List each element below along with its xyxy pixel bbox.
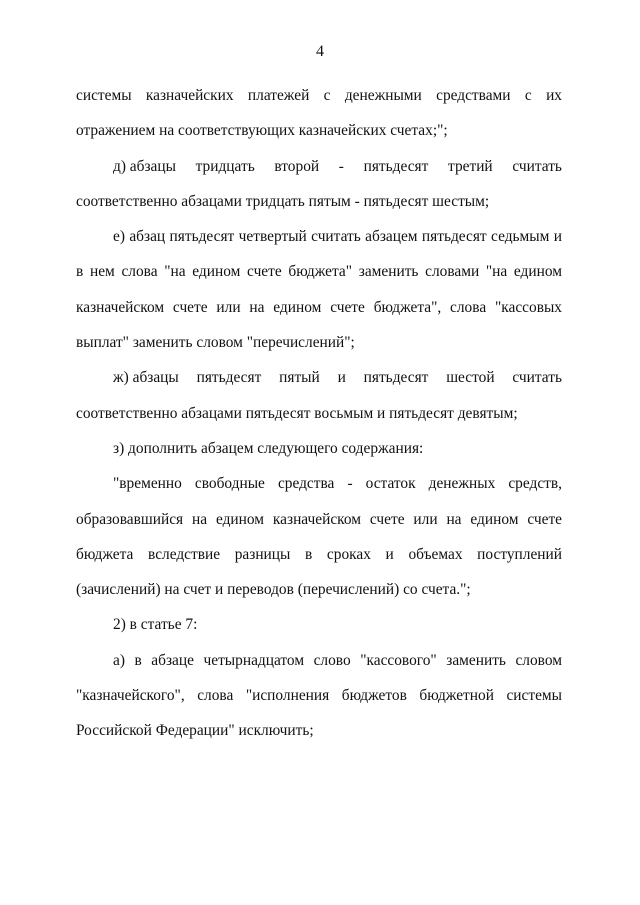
- word: пятьдесят: [196, 369, 262, 387]
- word: шестой: [446, 369, 495, 387]
- word: и: [337, 369, 346, 387]
- word: тридцать: [195, 157, 255, 175]
- word: д) абзацы: [113, 157, 176, 175]
- word: ж) абзацы: [113, 369, 179, 387]
- paragraph-zh-rest: соответственно абзацами пятьдесят восьмым и пятьдесят девятым;: [76, 404, 518, 422]
- document-body: [76, 78, 562, 749]
- word: пятьдесят: [363, 157, 429, 175]
- paragraph-e: е) абзац пятьдесят четвертый считать абзацем пятьдесят седьмым и в нем слова "на едином счете бюджета" заменить словами "на едином казначейском счете или на едином счете бюджета", слова "кассовых выплат" заменить словом "перечислений";: [76, 228, 562, 352]
- word: -: [338, 157, 344, 175]
- paragraph-z: з) дополнить абзацем следующего содержания:: [113, 439, 424, 457]
- word: пятый: [279, 369, 320, 387]
- word: третий: [448, 157, 493, 175]
- word: второй: [274, 157, 320, 175]
- paragraph-item-2: 2) в статье 7:: [113, 616, 198, 634]
- paragraph-zh-first-line: [113, 360, 562, 395]
- word: считать: [512, 157, 562, 175]
- word: считать: [512, 369, 562, 387]
- paragraph-definition-quote: "временно свободные средства - остаток денежных средств, образовавшийся на едином казначейском счете или на едином счете бюджета вследствие разницы в сроках и объемах поступлений (зачислений) на счет и переводов (перечислений) со счета.";: [76, 475, 562, 599]
- paragraph-d-rest: соответственно абзацами тридцать пятым - пятьдесят шестым;: [76, 192, 490, 210]
- paragraph-a: а) в абзаце четырнадцатом слово "кассового" заменить словом "казначейского", слова "исполнения бюджетов бюджетной системы Российской Федерации" исключить;: [76, 651, 562, 740]
- paragraph-continuation: системы казначейских платежей с денежными средствами с их отражением на соответствующих казначейских счетах;";: [76, 87, 562, 140]
- page-number: 4: [316, 43, 324, 60]
- word: пятьдесят: [363, 369, 429, 387]
- paragraph-d-first-line: [113, 149, 562, 184]
